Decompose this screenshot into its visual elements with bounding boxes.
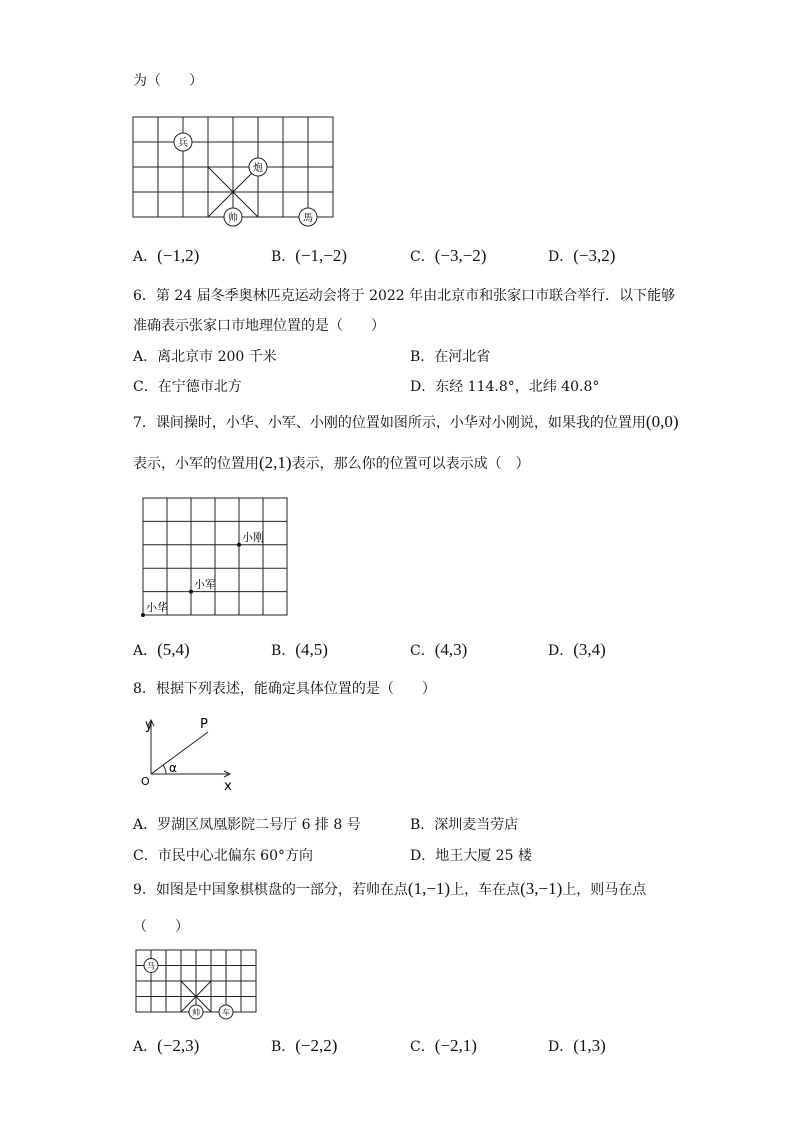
q9-chess-board <box>134 948 260 1023</box>
q6-option-b[interactable]: B．在河北省 <box>410 349 491 365</box>
q5-option-a[interactable]: A．(−1,2) <box>133 246 200 265</box>
q5-piece-pao <box>249 158 267 176</box>
q5-option-b[interactable]: B．(−1,−2) <box>271 246 348 265</box>
q8-angle-figure <box>138 712 238 794</box>
q7-option-d[interactable]: D．(3,4) <box>548 640 606 659</box>
q5-piece-pao-label: 炮 <box>253 163 263 174</box>
q9-stem-line1: 9．如图是中国象棋棋盘的一部分，若帅在点(1,−1)上，车在点(3,−1)上，则马在点 <box>133 879 647 898</box>
q7-label-jun: 小军 <box>194 578 216 591</box>
q9-stem-line2: （ ） <box>133 919 189 935</box>
q7-point-hua <box>141 613 145 617</box>
q8-option-d[interactable]: D．地王大厦 25 楼 <box>410 848 532 864</box>
q5-stem-tail: 为（ ） <box>133 73 203 89</box>
q7-label-hua: 小华 <box>146 601 168 614</box>
q9-piece-ma <box>144 959 158 973</box>
q6-option-a[interactable]: A．离北京市 200 千米 <box>133 349 277 365</box>
q6-option-d[interactable]: D．东经 114.8°，北纬 40.8° <box>410 379 600 395</box>
q8-stem: 8．根据下列表述，能确定具体位置的是（ ） <box>133 681 436 697</box>
q5-option-d[interactable]: D．(−3,2) <box>548 246 616 265</box>
q8-label-x: x <box>224 779 232 794</box>
q9-option-b[interactable]: B．(−2,2) <box>271 1036 338 1055</box>
q6-stem-line1: 6．第 24 届冬季奥林匹克运动会将于 2022 年由北京市和张家口市联合举行．以下能够 <box>133 288 676 304</box>
q5-piece-bing <box>174 133 192 151</box>
q9-piece-che-label: 车 <box>222 1008 230 1017</box>
q8-label-o: O <box>141 775 150 788</box>
q7-position-grid <box>140 495 292 621</box>
q8-label-y: y <box>145 718 153 733</box>
q9-piece-che <box>219 1005 233 1019</box>
q5-piece-ma-label: 馬 <box>303 213 313 224</box>
q9-option-d[interactable]: D．(1,3) <box>548 1036 606 1055</box>
q8-label-p: P <box>200 717 208 732</box>
q7-label-gang: 小刚 <box>242 531 264 544</box>
q9-option-a[interactable]: A．(−2,3) <box>133 1036 200 1055</box>
q9-piece-shuai <box>189 1005 203 1019</box>
q7-point-gang <box>237 543 241 547</box>
q7-stem-line1: 7．课间操时，小华、小军、小刚的位置如图所示，小华对小刚说，如果我的位置用(0,0) <box>133 412 679 431</box>
q7-option-c[interactable]: C．(4,3) <box>410 640 468 659</box>
q8-label-alpha: α <box>169 761 177 775</box>
q8-option-a[interactable]: A．罗湖区凤凰影院二号厅 6 排 8 号 <box>133 817 361 833</box>
q7-stem-line2: 表示，小军的位置用(2,1)表示，那么你的位置可以表示成（ ） <box>133 453 530 472</box>
q9-piece-shuai-label: 帅 <box>192 1008 200 1017</box>
q6-option-c[interactable]: C．在宁德市北方 <box>133 379 242 395</box>
q9-option-c[interactable]: C．(−2,1) <box>410 1036 477 1055</box>
q8-option-c[interactable]: C．市民中心北偏东 60°方向 <box>133 848 313 864</box>
q7-option-a[interactable]: A．(5,4) <box>133 640 190 659</box>
q8-option-b[interactable]: B．深圳麦当劳店 <box>410 817 519 833</box>
q5-piece-ma <box>299 208 317 226</box>
q5-piece-bing-label: 兵 <box>178 138 188 149</box>
q6-stem-line2: 准确表示张家口市地理位置的是（ ） <box>133 318 385 334</box>
q5-option-c[interactable]: C．(−3,−2) <box>410 246 487 265</box>
q9-piece-ma-label: 马 <box>147 961 155 971</box>
q5-chess-board <box>130 114 336 230</box>
q5-piece-shuai <box>224 208 242 226</box>
q7-point-jun <box>189 590 193 594</box>
q7-option-b[interactable]: B．(4,5) <box>271 640 328 659</box>
q5-piece-shuai-label: 帅 <box>228 213 238 224</box>
